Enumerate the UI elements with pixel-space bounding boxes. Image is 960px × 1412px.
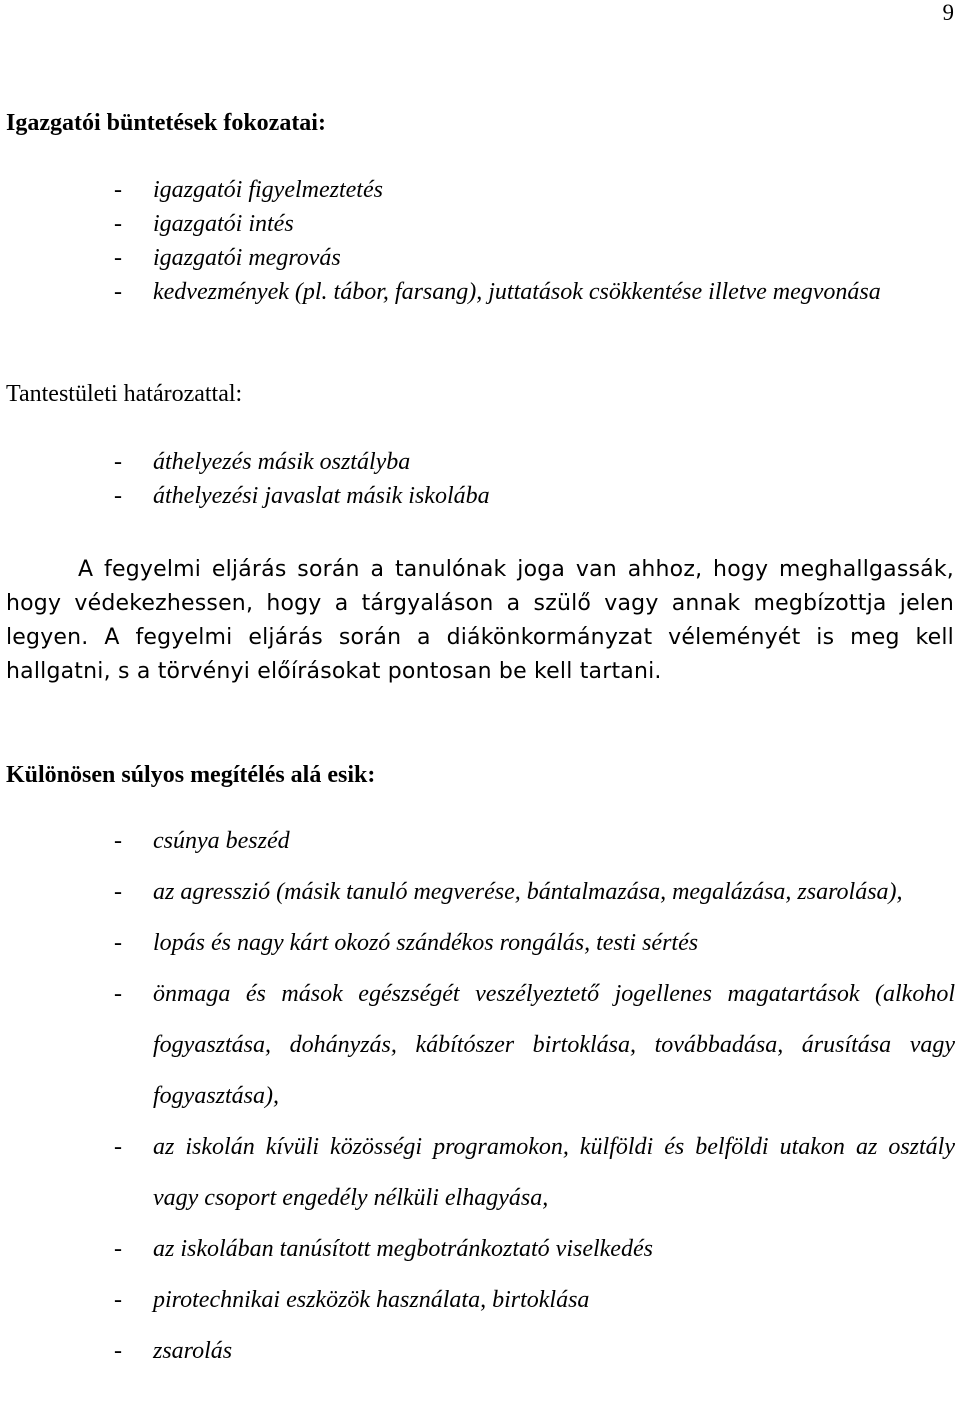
list-item (0, 207, 955, 241)
list-item-text: igazgatói megrovás (153, 245, 341, 271)
list-item-text: az agresszió (másik tanuló megverése, bántalmazása, megalázása, zsarolása), (153, 879, 903, 905)
list-item (0, 918, 955, 969)
list-dash: - (114, 879, 122, 905)
list-dash: - (114, 1134, 122, 1160)
list-item-text: kedvezmények (pl. tábor, farsang), juttatások csökkentése illetve megvonása (153, 279, 881, 305)
list-dash: - (114, 483, 122, 509)
section-title-staff-resolution: Tantestületi határozattal: (6, 381, 243, 407)
list-item-text: önmaga és mások egészségét veszélyeztető jogellenes magatartások (alkohol fogyasztása, dohányzás, kábítószer birtoklása, továbbadása, árusítása vagy fogyasztása), (153, 981, 955, 1109)
list-dash: - (114, 1236, 122, 1262)
list-item (0, 275, 955, 309)
list-dash: - (114, 1338, 122, 1364)
disciplinary-procedure-paragraph: A fegyelmi eljárás során a tanulónak joga van ahhoz, hogy meghallgassák, hogy védekezhessen, hogy a tárgyaláson a szülő vagy annak megbízottja jelen legyen. A fegyelmi eljárás során a diákönkormányzat véleményét is meg kell hallgatni, s a törvényi előírásokat pontosan be kell tartani. (6, 557, 954, 684)
list-item (0, 479, 955, 513)
list-dash: - (114, 1287, 122, 1313)
list-dash: - (114, 449, 122, 475)
list-item-text: igazgatói intés (153, 211, 294, 237)
list-dash: - (114, 279, 122, 305)
list-item-text: csúnya beszéd (153, 828, 290, 854)
list-item-text: az iskolán kívüli közösségi programokon, külföldi és belföldi utakon az osztály vagy csoport engedély nélküli elhagyása, (153, 1134, 955, 1211)
list-dash: - (114, 211, 122, 237)
section-title-principal-punishments: Igazgatói büntetések fokozatai: (6, 110, 326, 136)
list-dash: - (114, 177, 122, 203)
list-item-text: lopás és nagy kárt okozó szándékos rongálás, testi sértés (153, 930, 699, 956)
staff-resolution-list (0, 445, 955, 513)
serious-offenses-list (0, 816, 955, 1377)
list-dash: - (114, 930, 122, 956)
page-number: 9 (942, 0, 954, 25)
list-item (0, 867, 955, 918)
list-item-text: zsarolás (153, 1338, 233, 1364)
list-item (0, 445, 955, 479)
list-item (0, 1224, 955, 1275)
list-item (0, 1275, 955, 1326)
list-dash: - (114, 245, 122, 271)
list-item-text: áthelyezési javaslat másik iskolába (153, 483, 490, 509)
list-item-text: pirotechnikai eszközök használata, birtoklása (153, 1287, 590, 1313)
list-item (0, 1326, 955, 1377)
list-dash: - (114, 981, 122, 1007)
list-dash: - (114, 828, 122, 854)
list-item-text: igazgatói figyelmeztetés (153, 177, 383, 203)
section-title-serious-offenses: Különösen súlyos megítélés alá esik: (6, 762, 376, 788)
principal-punishments-list (0, 173, 955, 309)
list-item (0, 241, 955, 275)
list-item (0, 1122, 955, 1224)
list-item-text: áthelyezés másik osztályba (153, 449, 411, 475)
list-item (0, 969, 955, 1122)
list-item-text: az iskolában tanúsított megbotránkoztató viselkedés (153, 1236, 653, 1262)
list-item (0, 173, 955, 207)
list-item (0, 816, 955, 867)
